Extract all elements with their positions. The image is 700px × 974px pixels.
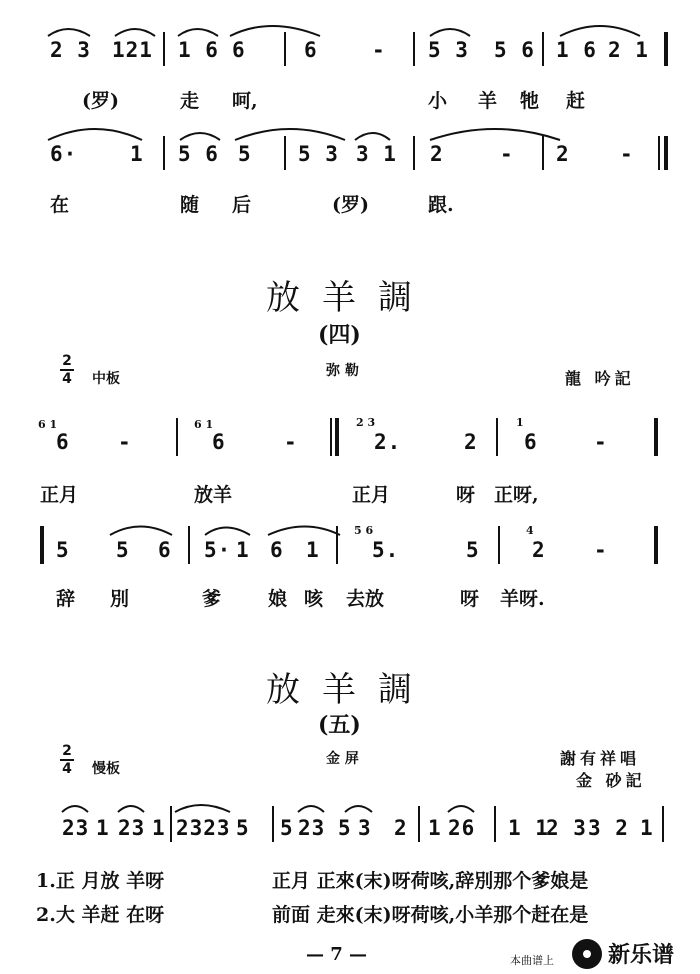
barline — [418, 806, 420, 842]
note: 2 — [556, 142, 570, 166]
lyric: 爹 — [202, 588, 222, 610]
note: 1 — [236, 538, 250, 562]
dash: - — [594, 430, 608, 454]
note: 5 — [116, 538, 130, 562]
grace-notes: 4 — [526, 524, 534, 537]
note: 6 — [232, 38, 246, 62]
note: 5 — [280, 816, 294, 840]
verse-1-part-1: 1.正 月放 羊呀 — [36, 870, 165, 892]
grace-notes: 1 — [516, 416, 524, 429]
note-group: 23 — [118, 816, 146, 840]
dash: - — [284, 430, 298, 454]
barline — [494, 806, 496, 842]
barline — [163, 32, 165, 66]
note: 5 — [238, 142, 252, 166]
note: 5 — [56, 538, 70, 562]
note: 5 — [466, 538, 480, 562]
note-group: 23 — [298, 816, 326, 840]
note: 3 — [358, 816, 372, 840]
note-group: 1 6 — [178, 38, 219, 62]
note-group: 5 6 — [494, 38, 535, 62]
note-group: 1 1 — [508, 816, 549, 840]
verse-2-part-2: 前面 走來(末)呀荷咳,小羊那个赶在是 — [272, 904, 589, 926]
lyric: 羊 — [478, 90, 498, 112]
barline — [170, 806, 172, 842]
note: 2 — [394, 816, 408, 840]
barline — [658, 136, 660, 170]
recorder-credit: 金 砂記 — [576, 771, 646, 790]
barline — [498, 526, 500, 564]
lyric: 牠 — [520, 90, 540, 112]
barline — [413, 136, 415, 170]
grace-notes: 6 1 — [194, 418, 214, 431]
tempo-mark: 中板 — [92, 371, 120, 387]
lyric: 正月 — [352, 484, 391, 506]
lyric: 去放 — [346, 588, 385, 610]
singer-credit: 謝有祥唱 — [560, 749, 641, 768]
page-number: — 7 — — [306, 944, 368, 965]
barline — [496, 418, 498, 456]
dash: - — [620, 142, 634, 166]
recorder-credit: 龍 吟記 — [565, 369, 635, 388]
lyric: 随 — [180, 194, 200, 216]
note: 6 — [158, 538, 172, 562]
lyric: 在 — [50, 194, 70, 216]
lyric: 小 — [428, 90, 448, 112]
lyric: 羊呀. — [500, 588, 545, 610]
barline — [163, 136, 165, 170]
dash: - — [594, 538, 608, 562]
verse-2-part-1: 2.大 羊赶 在呀 — [36, 904, 165, 926]
barline — [284, 32, 286, 66]
note: 2 — [532, 538, 546, 562]
dash: - — [118, 430, 132, 454]
note: 6 — [524, 430, 538, 454]
verse-1-part-2: 正月 正來(末)呀荷咳,辞別那个爹娘是 — [272, 870, 589, 892]
barline — [335, 418, 339, 456]
note: 1 — [306, 538, 320, 562]
grace-notes: 5 6 — [354, 524, 374, 537]
barline — [40, 526, 44, 564]
song-number: (五) — [318, 712, 361, 738]
note-group: 2323 — [176, 816, 231, 840]
note: 1 — [428, 816, 442, 840]
time-bottom: 4 — [62, 371, 72, 387]
note: 6· — [50, 142, 78, 166]
note-group: 2 3 — [546, 816, 587, 840]
barline — [176, 418, 178, 456]
lyric: 辞 — [56, 588, 76, 610]
note: 1 — [130, 142, 144, 166]
lyric: 后 — [232, 194, 252, 216]
note: 6 — [212, 430, 226, 454]
barline — [330, 418, 332, 456]
dash: - — [372, 38, 386, 62]
note: 6 — [304, 38, 318, 62]
note-group: 3 1 — [356, 142, 397, 166]
barline — [542, 32, 544, 66]
dash: - — [500, 142, 514, 166]
barline — [664, 32, 668, 66]
note-group: 121 — [112, 38, 153, 62]
note: 2 — [430, 142, 444, 166]
barline — [542, 136, 544, 170]
note: 1 — [96, 816, 110, 840]
lyric: 呀 — [456, 484, 476, 506]
note-group: 2 1 — [608, 38, 649, 62]
region-label: 金 屏 — [326, 751, 359, 767]
barline — [662, 806, 664, 842]
time-bottom: 4 — [62, 761, 72, 777]
lyric: 放羊 — [194, 484, 233, 506]
lyric: 呀 — [460, 588, 480, 610]
source-note: 本曲谱上 — [510, 954, 554, 967]
barline — [654, 418, 658, 456]
time-signature — [60, 354, 74, 386]
lyric: 正呀, — [494, 484, 539, 506]
note-group: 26 — [448, 816, 476, 840]
note-group: 5 3 — [298, 142, 339, 166]
lyric: 正月 — [40, 484, 79, 506]
lyric: (罗) — [332, 194, 369, 216]
lyric: 咳 — [304, 588, 324, 610]
note: 5. — [372, 538, 400, 562]
note-group: 1 6 — [556, 38, 597, 62]
barline — [272, 806, 274, 842]
note: 2 — [464, 430, 478, 454]
barline — [664, 136, 668, 170]
lyric: 走 — [180, 90, 200, 112]
lyric: 跟. — [428, 194, 454, 216]
lyric: 娘 — [268, 588, 288, 610]
lyric: 赶 — [566, 90, 586, 112]
song-title: 放羊調 — [266, 278, 434, 318]
note: 5 — [338, 816, 352, 840]
barline — [336, 526, 338, 564]
barline — [413, 32, 415, 66]
time-signature — [60, 744, 74, 776]
note-group: 23 — [62, 816, 90, 840]
note: 1 — [152, 816, 166, 840]
tempo-mark: 慢板 — [92, 761, 120, 777]
note-group: 5 3 — [428, 38, 469, 62]
region-label: 弥 勒 — [326, 363, 359, 379]
note: 5· — [204, 538, 232, 562]
note-group: 3 2 — [588, 816, 629, 840]
brand-name: 新乐谱 — [608, 943, 675, 968]
grace-notes: 2 3 — [356, 416, 376, 429]
lyric: 呵, — [232, 90, 258, 112]
note-group: 2 3 — [50, 38, 91, 62]
grace-notes: 6 1 — [38, 418, 58, 431]
lyric: 別 — [110, 588, 130, 610]
note-group: 5 6 — [178, 142, 219, 166]
note: 6 — [56, 430, 70, 454]
vinyl-disc-icon — [572, 939, 602, 969]
note: 5 — [236, 816, 250, 840]
note: 6 — [270, 538, 284, 562]
song-title: 放羊調 — [266, 670, 434, 710]
note: 1 — [640, 816, 654, 840]
note: 2. — [374, 430, 402, 454]
lyric: (罗) — [82, 90, 119, 112]
time-top: 2 — [62, 353, 72, 369]
time-top: 2 — [62, 743, 72, 759]
barline — [654, 526, 658, 564]
barline — [188, 526, 190, 564]
song-number: (四) — [318, 322, 361, 348]
barline — [284, 136, 286, 170]
brand-logo — [572, 938, 674, 969]
